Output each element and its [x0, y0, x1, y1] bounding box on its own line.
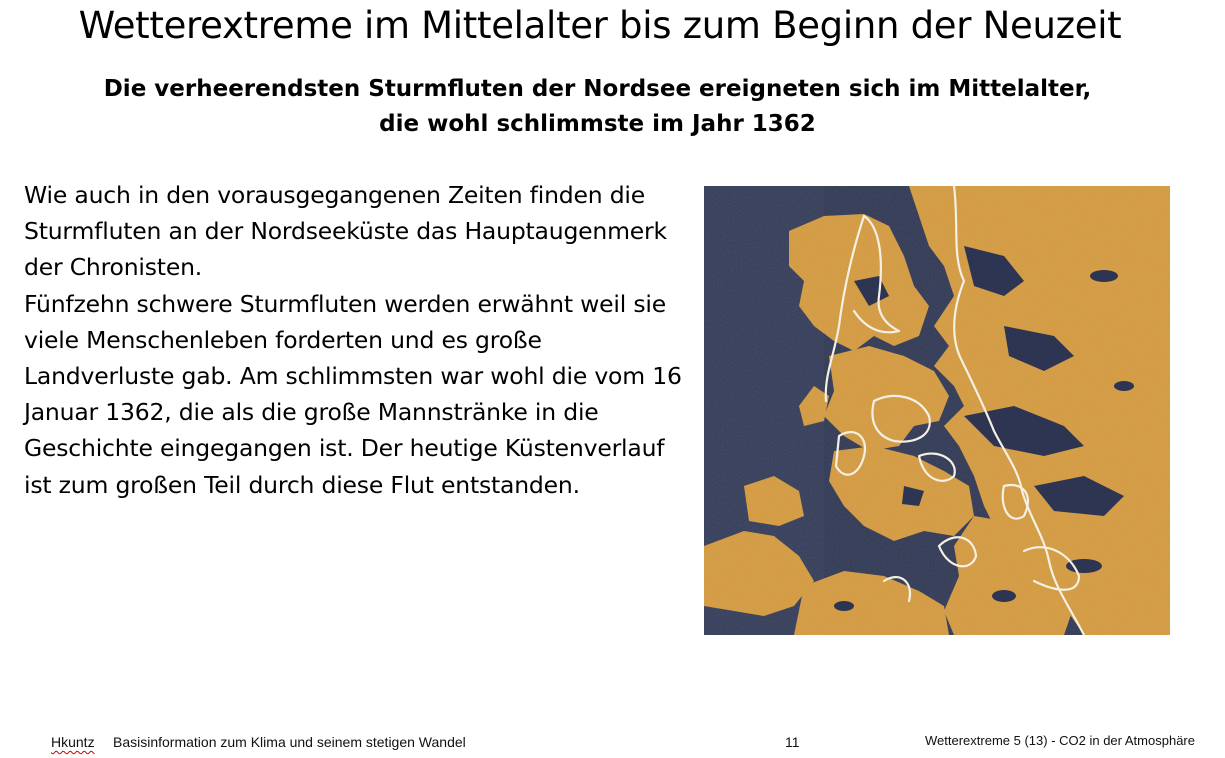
subtitle-line-2: die wohl schlimmste im Jahr 1362 — [379, 111, 816, 137]
historical-coast-map-image — [704, 186, 1170, 635]
subtitle-line-1: Die verheerendsten Sturmfluten der Nordsee ereigneten sich im Mittelalter, — [103, 76, 1092, 102]
footer-course-title: Basisinformation zum Klima und seinem stetigen Wandel — [113, 734, 466, 750]
paragraph-2: Fünfzehn schwere Sturmfluten werden erwähnt weil sie viele Menschenleben forderten und es große Landverluste gab. Am schlimmsten war wohl die vom 16 Januar 1362, die als die große Mannstränke in die Geschichte eingegangen ist. Der heutige Küstenverlauf ist zum großen Teil durch diese Flut entstanden. — [24, 289, 682, 499]
page-number: 11 — [785, 734, 800, 750]
body-text — [24, 177, 684, 503]
slide-title: Wetterextreme im Mittelalter bis zum Beginn der Neuzeit — [78, 4, 1122, 47]
footer-author: Hkuntz — [51, 734, 95, 750]
footer-series-title: Wetterextreme 5 (13) - CO2 in der Atmosphäre — [925, 733, 1195, 748]
slide-subtitle — [0, 72, 1195, 142]
map-graphic — [704, 186, 1170, 635]
paragraph-1: Wie auch in den vorausgegangenen Zeiten finden die Sturmfluten an der Nordseeküste das Hauptaugenmerk der Chronisten. — [24, 181, 667, 282]
